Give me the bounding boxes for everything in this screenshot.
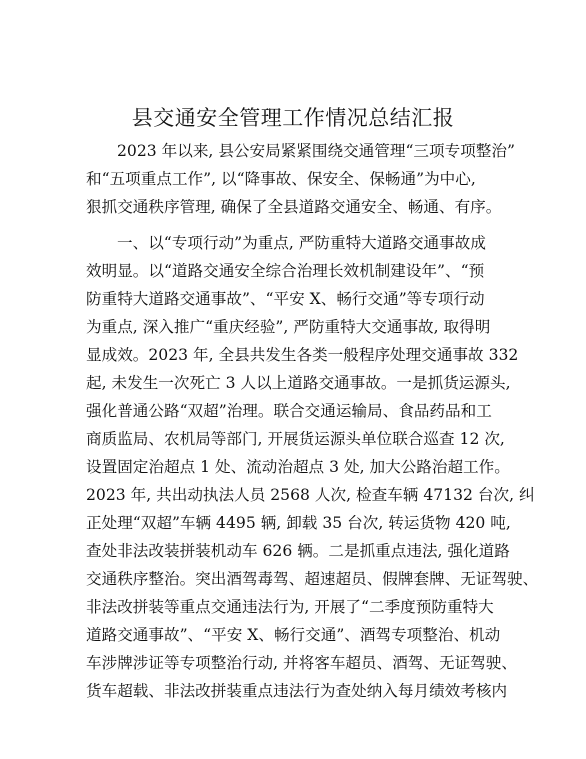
paragraph-line: 查处非法改装拼装机动车 626 辆。二是抓重点违法, 强化道路 [86,542,510,560]
paragraph-line: 和“五项重点工作”, 以“降事故、保安全、保畅通”为中心, [86,170,476,188]
paragraph-line: 2023 年以来, 县公安局紧紧围绕交通管理“三项专项整治” [117,142,515,160]
paragraph-line: 商质监局、农机局等部门, 开展货运源头单位联合巡查 12 次, [86,430,505,448]
paragraph-line: 设置固定治超点 1 处、流动治超点 3 处, 加大公路治超工作。 [86,458,510,476]
paragraph-line: 货车超载、非法改拼装重点违法行为查处纳入每月绩效考核内 [86,682,508,700]
paragraph-line: 车涉牌涉证等专项整治行动, 并将客车超员、酒驾、无证驾驶、 [86,654,517,672]
paragraph-line: 效明显。以“道路交通安全综合治理长效机制建设年”、“预 [86,262,485,280]
paragraph-line: 防重特大道路交通事故”、“平安 X、畅行交通”等专项行动 [86,290,485,308]
paragraph-line: 一、以“专项行动”为重点, 严防重特大道路交通事故成 [117,234,486,252]
paragraph-line: 为重点, 深入推广“重庆经验”, 严防重特大交通事故, 取得明 [86,318,491,336]
paragraph-line: 强化普通公路“双超”治理。联合交通运输局、食品药品和工 [86,402,492,420]
paragraph-line: 非法改拼装等重点交通违法行为, 开展了“二季度预防重特大 [86,598,494,616]
paragraph-line: 2023 年, 共出动执法人员 2568 人次, 检查车辆 47132 台次, 纠 [86,486,535,504]
paragraph-line: 交通秩序整治。突出酒驾毒驾、超速超员、假牌套牌、无证驾驶、 [86,570,539,588]
paragraph-line: 显成效。2023 年, 全县共发生各类一般程序处理交通事故 332 [86,346,519,364]
document-title: 县交通安全管理工作情况总结汇报 [131,106,455,130]
paragraph-line: 起, 未发生一次死亡 3 人以上道路交通事故。一是抓货运源头, [86,374,511,392]
paragraph-line: 狠抓交通秩序管理, 确保了全县道路交通安全、畅通、有序。 [86,198,502,216]
paragraph-line: 正处理“双超”车辆 4495 辆, 卸载 35 台次, 转运货物 420 吨, [86,514,511,532]
paragraph-line: 道路交通事故”、“平安 X、畅行交通”、酒驾专项整治、机动 [86,626,501,644]
